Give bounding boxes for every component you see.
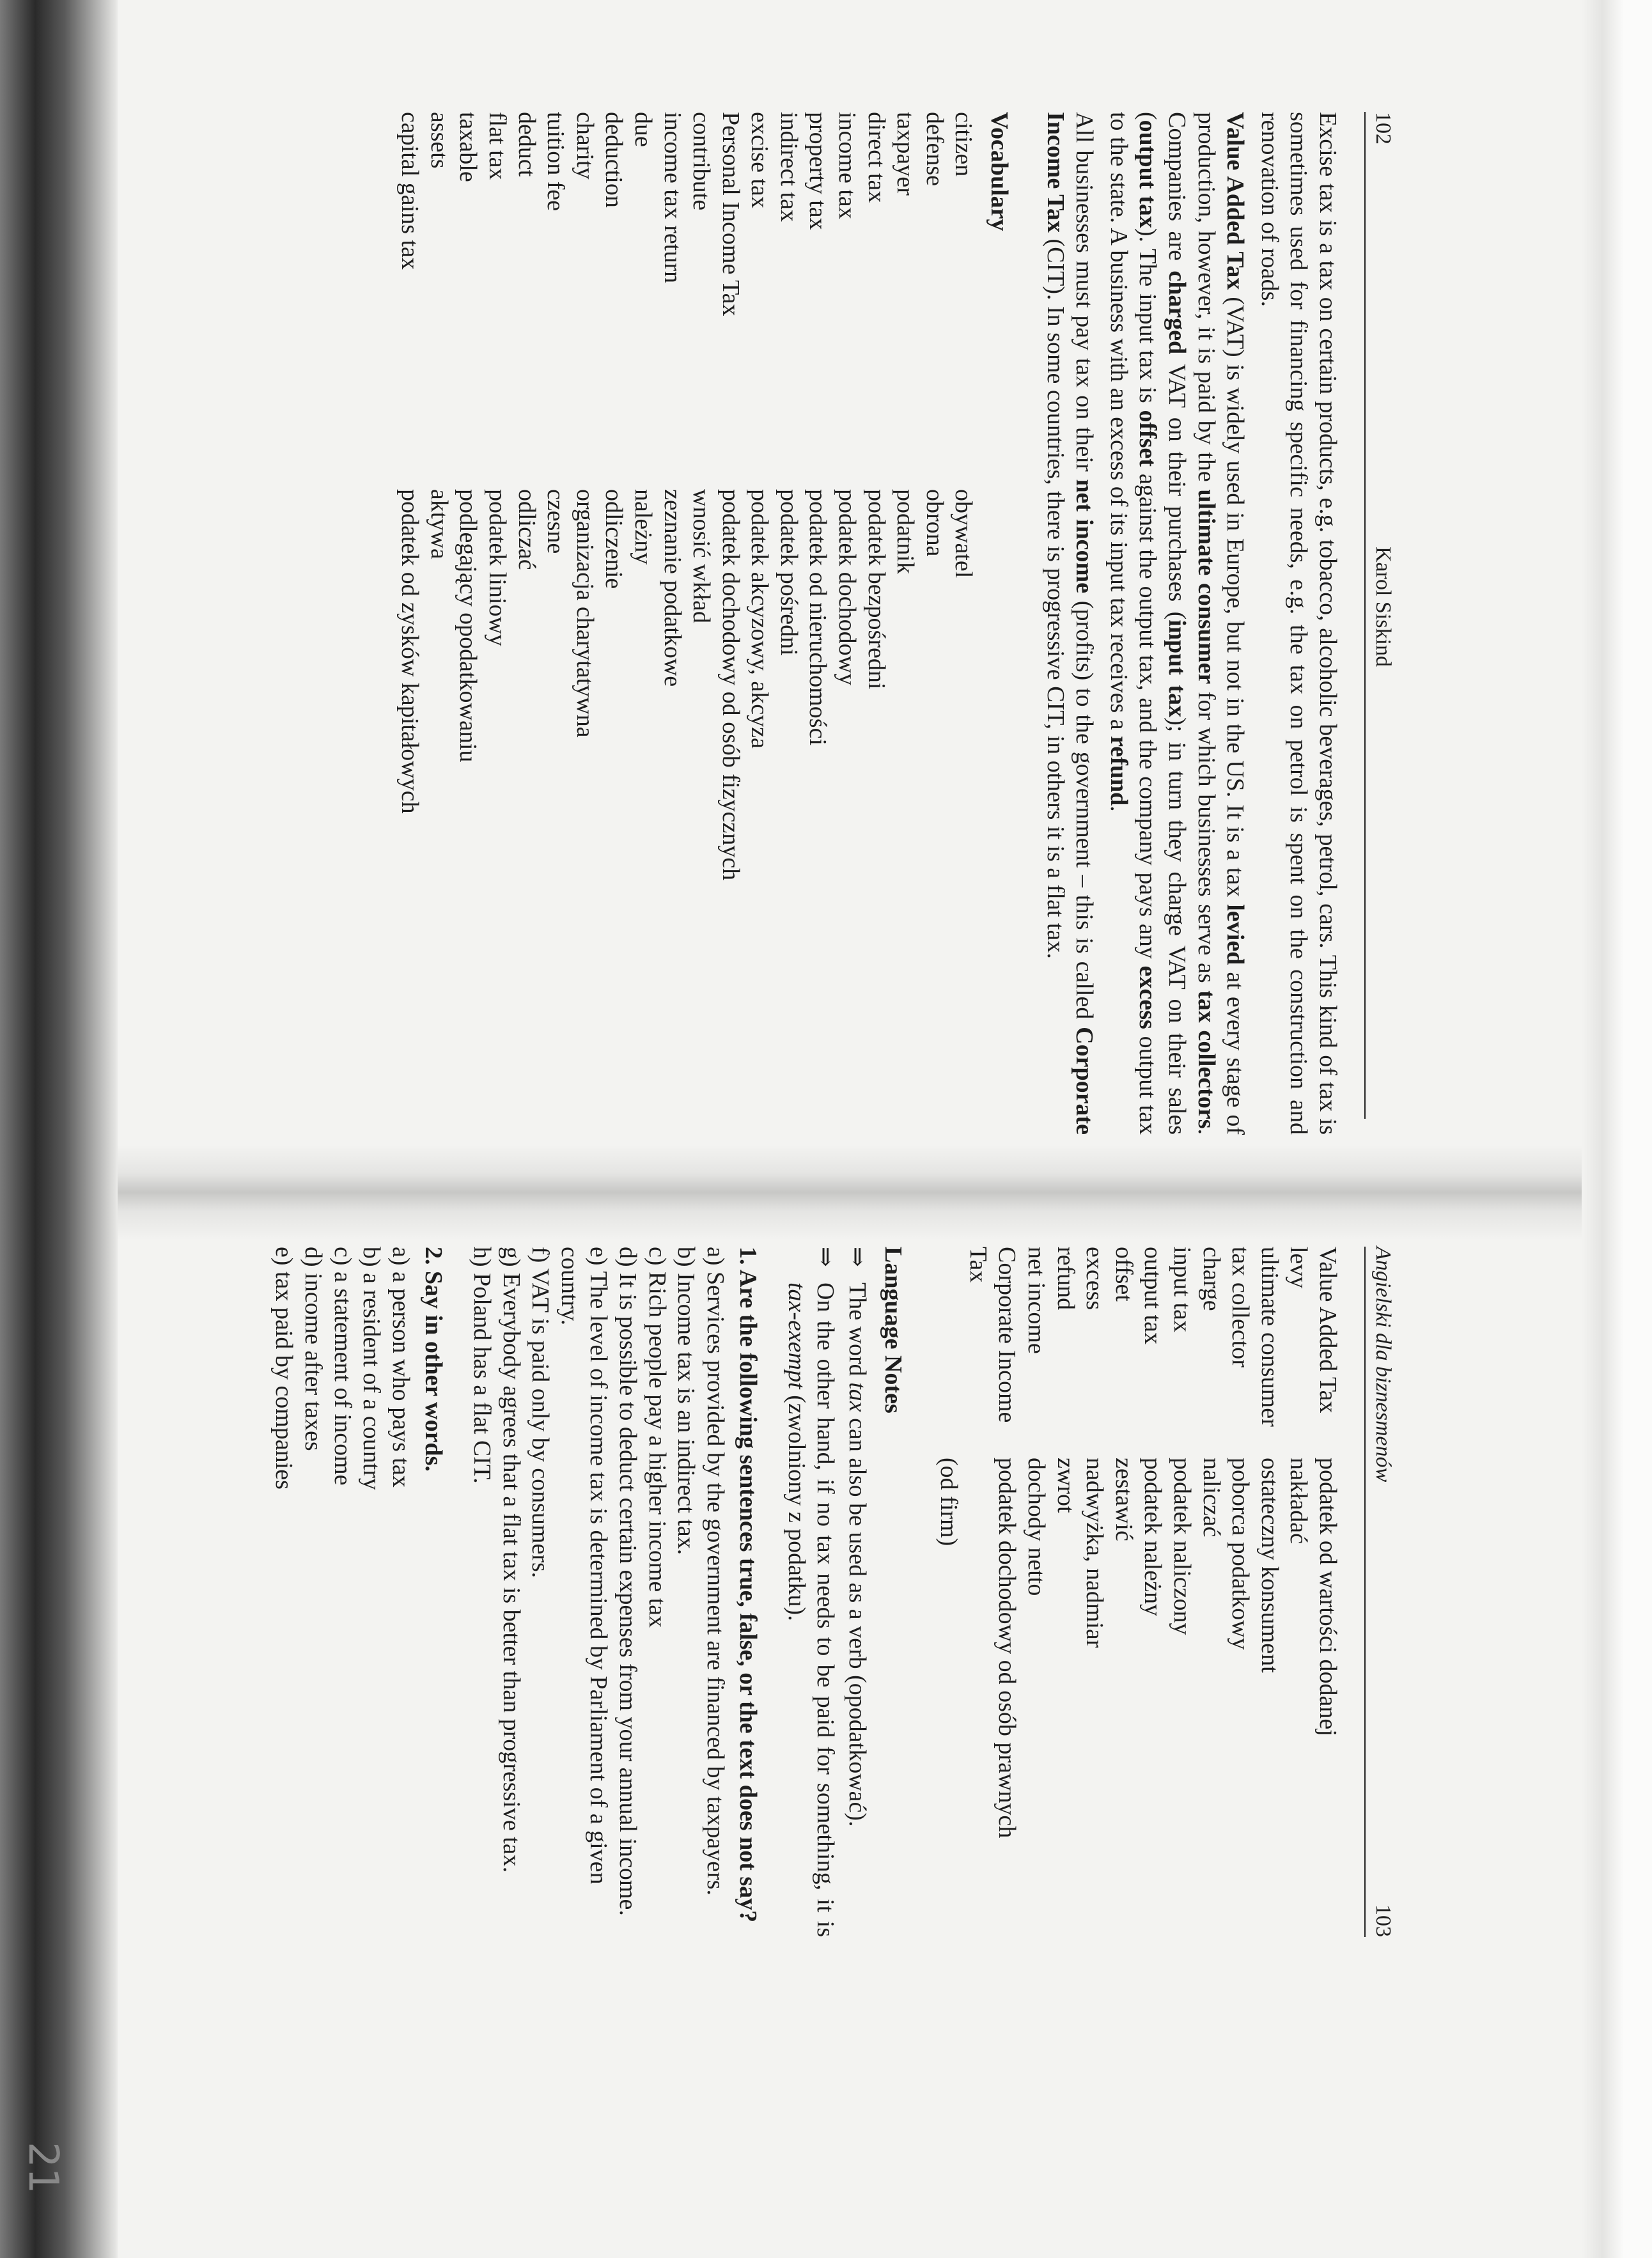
text: VAT on their purchases ( (1164, 354, 1191, 620)
vocabulary-row (774, 112, 803, 1135)
vocabulary-row (657, 112, 687, 1135)
term: offset (1134, 410, 1162, 467)
vocab-polish: podatek pośredni (775, 489, 802, 656)
term: output tax (1134, 120, 1162, 228)
text: All businesses must pay tax on their (1071, 112, 1098, 479)
header-rule (1364, 112, 1366, 1119)
vocab-polish: podatek liniowy (483, 489, 511, 646)
term: net income (1071, 479, 1098, 593)
language-note (781, 1247, 839, 1937)
vocabulary-heading: Vocabulary (986, 112, 1013, 231)
vocab-polish: nakładać (1285, 1458, 1313, 1545)
handwritten-page-note: 21 (19, 2142, 66, 2194)
vocabulary-list (395, 112, 978, 1135)
vocab-polish: aktywa (425, 489, 453, 559)
vocabulary-row (919, 112, 949, 1135)
vocab-english: due (629, 112, 657, 147)
vocabulary-row (511, 112, 541, 1135)
vocabulary-row (482, 112, 511, 1135)
vocab-polish: podatek od wartości dodanej (1314, 1458, 1341, 1736)
vocab-english: income tax (834, 112, 861, 219)
vocab-english: levy (1285, 1247, 1313, 1289)
vocab-polish: podatek dochodowy (834, 489, 861, 686)
vocab-polish: dochody netto (1023, 1458, 1050, 1596)
exercise-item: d) It is possible to deduct certain expenses from your annual income. (614, 1247, 641, 1916)
vocabulary-row (1226, 1247, 1255, 1937)
vocabulary-row (949, 112, 978, 1135)
vocab-polish: podatek bezpośredni (862, 489, 890, 690)
vocabulary-row (963, 1247, 1021, 1937)
vocab-polish: zeznanie podatkowe (658, 489, 686, 687)
note-text (843, 1282, 872, 1937)
text: output tax to the state. A business with an excess of its input tax receives a (1105, 112, 1162, 1135)
exercise-item: c) a statement of income (329, 1247, 356, 1486)
vocab-polish: podatnik (892, 489, 919, 574)
vocab-polish: podatek od nieruchomości (804, 489, 832, 746)
arrow-icon: ⇒ (844, 1247, 871, 1267)
vocab-polish: podlegający opodatkowaniu (455, 489, 482, 763)
left-page-body (395, 112, 1342, 1135)
vocabulary-row (832, 112, 862, 1135)
vocab-polish: czesne (542, 489, 570, 554)
vocab-english: excess (1081, 1247, 1109, 1311)
exercise-item: a) Services provided by the government are financed by taxpayers. (701, 1247, 729, 1896)
vocab-polish: zestawić (1110, 1458, 1137, 1541)
term: ultimate consumer (1192, 489, 1220, 685)
right-page-body (269, 1247, 1342, 1937)
exercise-2-heading: 2. Say in other words. (420, 1247, 448, 1472)
text: at every stage of production, however, it is paid by the (1192, 112, 1249, 1135)
vocab-english: tuition fee (542, 112, 570, 212)
vocabulary-row (745, 112, 774, 1135)
text: On the other hand, if no tax needs to be paid for something, it is (812, 1282, 839, 1937)
text: (CIT). In some countries, there is progressive CIT, in others it is a flat tax. (1041, 232, 1069, 959)
scan-spine-edge (0, 0, 118, 2258)
vocab-english: capital gains tax (396, 112, 424, 270)
vocabulary-row (891, 112, 920, 1135)
term: tax-exempt (783, 1282, 810, 1389)
vocabulary-row (599, 112, 628, 1135)
vocab-polish: podatek akcyzowy, akcyza (746, 489, 774, 749)
text: (zwolniony z podatku). (783, 1389, 810, 1621)
exercise-item: c) Rich people pay a higher income tax (643, 1247, 671, 1628)
vocab-english: direct tax (862, 112, 890, 203)
vocab-english: assets (425, 112, 453, 169)
text: (profits) to the government – this is called (1071, 593, 1098, 1027)
running-title: Angielski dla biznesmenów (1371, 1247, 1395, 1483)
vocabulary-row (1050, 1247, 1080, 1937)
vocab-polish: obywatel (950, 489, 978, 579)
text: . (1105, 806, 1132, 812)
vocabulary-row (1138, 1247, 1167, 1937)
term: levied (1222, 904, 1249, 965)
vocab-english: taxpayer (892, 112, 919, 196)
vocabulary-row (803, 112, 832, 1135)
text: The word (844, 1282, 871, 1383)
vocabulary-row (1254, 1247, 1284, 1937)
vocab-polish: podatek dochodowy od osób prawnych (994, 1458, 1021, 1839)
vocab-polish: wnosić wkład (688, 489, 715, 624)
vocabulary-row (861, 112, 891, 1135)
language-note (843, 1247, 872, 1937)
vocab-polish: zwrot (1052, 1458, 1079, 1513)
vocab-english: net income (1023, 1247, 1050, 1354)
vocab-polish: podatek należny (1139, 1458, 1167, 1616)
vocab-english: Value Added Tax (1314, 1247, 1341, 1413)
exercise-1-items (467, 1247, 729, 1937)
text: (VAT) is widely used in Europe, but not in the US. It is a tax (1222, 290, 1249, 905)
vocab-english: refund (1052, 1247, 1079, 1311)
vocab-polish: ostateczny konsument (1256, 1458, 1283, 1673)
arrow-icon: ⇒ (812, 1247, 839, 1267)
exercise-item: d) income after taxes (300, 1247, 327, 1451)
vocab-english: input tax (1169, 1247, 1196, 1333)
vocabulary-row (1080, 1247, 1109, 1937)
vocabulary-row (424, 112, 453, 1135)
vocabulary-row (1284, 1247, 1313, 1937)
vocab-english: income tax return (658, 112, 686, 284)
right-page (0, 1247, 1652, 2258)
right-page-header (1371, 1247, 1409, 1937)
vocab-english: charge (1197, 1247, 1225, 1311)
exercise-item: b) a resident of a country (358, 1247, 386, 1490)
vocab-polish: obrona (921, 489, 948, 557)
term: excess (1134, 965, 1162, 1029)
vocab-english: deduction (600, 112, 628, 208)
vocab-english: Personal Income Tax (717, 112, 744, 316)
exercise-1-heading: 1. Are the following sentences true, false, or the text does not say? (735, 1247, 762, 1923)
running-author: Karol Siskind (1371, 547, 1395, 667)
text: ). The input tax is (1134, 228, 1162, 410)
vocab-english: tax collector (1227, 1247, 1254, 1367)
vocab-polish: poborca podatkowy (1227, 1458, 1254, 1650)
vocab-english: property tax (804, 112, 832, 230)
vocabulary-row (541, 112, 570, 1135)
text: . Companies are (1164, 112, 1220, 1135)
vocab-polish: naliczać (1197, 1458, 1225, 1538)
exercise-item: h) Poland has a flat CIT. (468, 1247, 495, 1484)
vocabulary-list-continued (963, 1247, 1342, 1937)
vocabulary-row (687, 112, 716, 1135)
vocab-polish: podatek dochodowy od osób fizycznych (717, 489, 744, 881)
vocab-english: charity (571, 112, 598, 180)
vocab-english: excise tax (746, 112, 774, 208)
vocabulary-row (1196, 1247, 1226, 1937)
vocabulary-row (1313, 1247, 1342, 1937)
vocab-english: offset (1110, 1247, 1137, 1302)
term: charged (1164, 270, 1191, 355)
exercise-item: e) tax paid by companies (270, 1247, 298, 1490)
term: Corporate Income Tax (1041, 112, 1098, 1135)
vocabulary-row (570, 112, 599, 1135)
vocabulary-row (715, 112, 745, 1135)
vocab-polish: podatek od zysków kapitałowych (396, 489, 424, 814)
vocabulary-row (1167, 1247, 1196, 1937)
vocab-polish: podatek naliczony (1169, 1458, 1196, 1635)
vocab-polish: odliczać (513, 489, 540, 570)
vocab-polish: odliczenie (600, 489, 628, 589)
vocab-english: contribute (688, 112, 715, 211)
text: for which businesses serve as (1192, 684, 1220, 991)
page-number: 103 (1371, 1904, 1395, 1937)
vocab-english: Corporate Income Tax (964, 1247, 1021, 1423)
vocab-english: citizen (950, 112, 978, 177)
vocab-polish: nadwyżka, nadmiar (1081, 1458, 1109, 1648)
vocab-english: taxable (455, 112, 482, 182)
vocab-english: defense (921, 112, 948, 187)
header-rule (1364, 1247, 1366, 1937)
exercise-item: f) VAT is paid only by consumers. (527, 1247, 554, 1578)
language-notes-heading: Language Notes (879, 1247, 907, 1413)
paragraph-excise-tax: Excise tax is a tax on certain products, e.g. tobacco, alcoholic beverages, petrol, cars. This kind of tax is sometimes used for financing specific needs, e.g. the tax on petrol is spent on the construction and renovation of roads. (1256, 112, 1341, 1135)
vocab-polish: należny (629, 489, 657, 565)
exercise-2-items (269, 1247, 415, 1937)
term: tax collectors (1192, 990, 1220, 1129)
text: against the output tax, and the company pays any (1134, 467, 1162, 966)
vocab-continuation: (od firm) (935, 1458, 963, 1546)
book-gutter (118, 1144, 1582, 1240)
exercise-item: e) The level of income tax is determined by Parliament of a given country. (556, 1247, 612, 1885)
vocabulary-row (395, 112, 425, 1135)
exercise-item: g) Everybody agrees that a flat tax is better than progressive tax. (497, 1247, 525, 1873)
exercise-item: b) Income tax is an indirect tax. (673, 1247, 700, 1555)
term: refund (1105, 736, 1132, 806)
text: ); in turn they charge VAT on their sales ( (1134, 112, 1191, 1135)
paragraph-vat (1103, 112, 1249, 1135)
vocabulary-row (628, 112, 657, 1135)
vocab-polish: organizacja charytatywna (571, 489, 598, 738)
vocab-english: ultimate consumer (1256, 1247, 1283, 1427)
vocabulary-row (1021, 1247, 1050, 1937)
text: can also be used as a verb (opodatkować). (844, 1412, 871, 1827)
term: Value Added Tax (1222, 112, 1249, 290)
note-text (781, 1282, 839, 1937)
vocabulary-row (453, 112, 483, 1135)
left-page-header (1371, 112, 1409, 1119)
vocab-english: deduct (513, 112, 540, 177)
term: input tax (1164, 619, 1191, 718)
page-number: 102 (1371, 112, 1395, 144)
vocab-english: output tax (1139, 1247, 1167, 1345)
vocabulary-row (1109, 1247, 1138, 1937)
paragraph-cit (1040, 112, 1098, 1135)
exercise-item: a) a person who pays tax (387, 1247, 414, 1488)
vocab-english: flat tax (483, 112, 511, 180)
vocab-english: indirect tax (775, 112, 802, 222)
term: tax (844, 1382, 871, 1412)
